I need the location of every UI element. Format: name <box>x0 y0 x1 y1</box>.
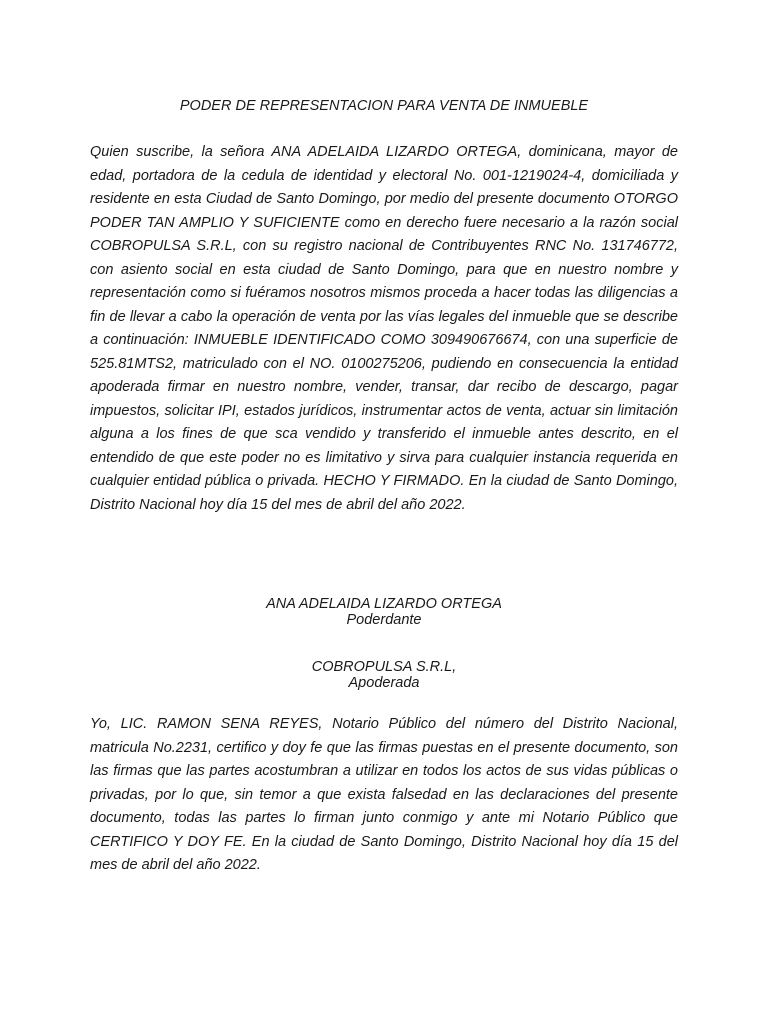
power-of-attorney-paragraph: Quien suscribe, la señora ANA ADELAIDA LIZARDO ORTEGA, dominicana, mayor de edad, portadora de la cedula de identidad y electoral No. 001-1219024-4, domiciliada y residente en esta Ciudad de Santo Domingo, por medio del presente documento OTORGO PODER TAN AMPLIO Y SUFICIENTE como en derecho fuere necesario a la razón social COBROPULSA S.R.L, con su registro nacional de Contribuyentes RNC No. 131746772, con asiento social en esta ciudad de Santo Domingo, para que en nuestro nombre y representación como si fuéramos nosotros mismos proceda a hacer todas las diligencias a fin de llevar a cabo la operación de venta por las vías legales del inmueble que se describe a continuación: INMUEBLE IDENTIFICADO COMO 309490676674, con una superficie de 525.81MTS2, matriculado con el NO. 0100275206, pudiendo en consecuencia la entidad apoderada firmar en nuestro nombre, vender, transar, dar recibo de descargo, pagar impuestos, solicitar IPI, estados jurídicos, instrumentar actos de venta, actuar sin limitación alguna a los fines de que sca vendido y transferido el inmueble antes descrito, en el entendido de que este poder no es limitativo y sirva para cualquier instancia requerida en cualquier entidad pública o privada. HECHO Y FIRMADO. En la ciudad de Santo Domingo, Distrito Nacional hoy día 15 del mes de abril del año 2022. <box>90 144 678 513</box>
apoderada-role: Apoderada <box>348 675 420 691</box>
signature-block-apoderada <box>90 659 678 691</box>
document-title: PODER DE REPRESENTACION PARA VENTA DE INMUEBLE <box>179 98 589 114</box>
apoderada-name: COBROPULSA S.R.L, <box>311 659 457 675</box>
poderdante-name: ANA ADELAIDA LIZARDO ORTEGA <box>266 596 502 612</box>
poderdante-role: Poderdante <box>346 612 422 628</box>
signature-block-poderdante <box>90 596 678 628</box>
notary-certification-paragraph: Yo, LIC. RAMON SENA REYES, Notario Público del número del Distrito Nacional, matricula No.2231, certifico y doy fe que las firmas puestas en el presente documento, son las firmas que las partes acostumbran a utilizar en todos los actos de sus vidas públicas o privadas, por lo que, sin temor a que exista falsedad en las declaraciones del presente documento, todas las partes lo firman junto conmigo y ante mi Notario Público que CERTIFICO Y DOY FE. En la ciudad de Santo Domingo, Distrito Nacional hoy día 15 del mes de abril del año 2022. <box>90 716 678 873</box>
